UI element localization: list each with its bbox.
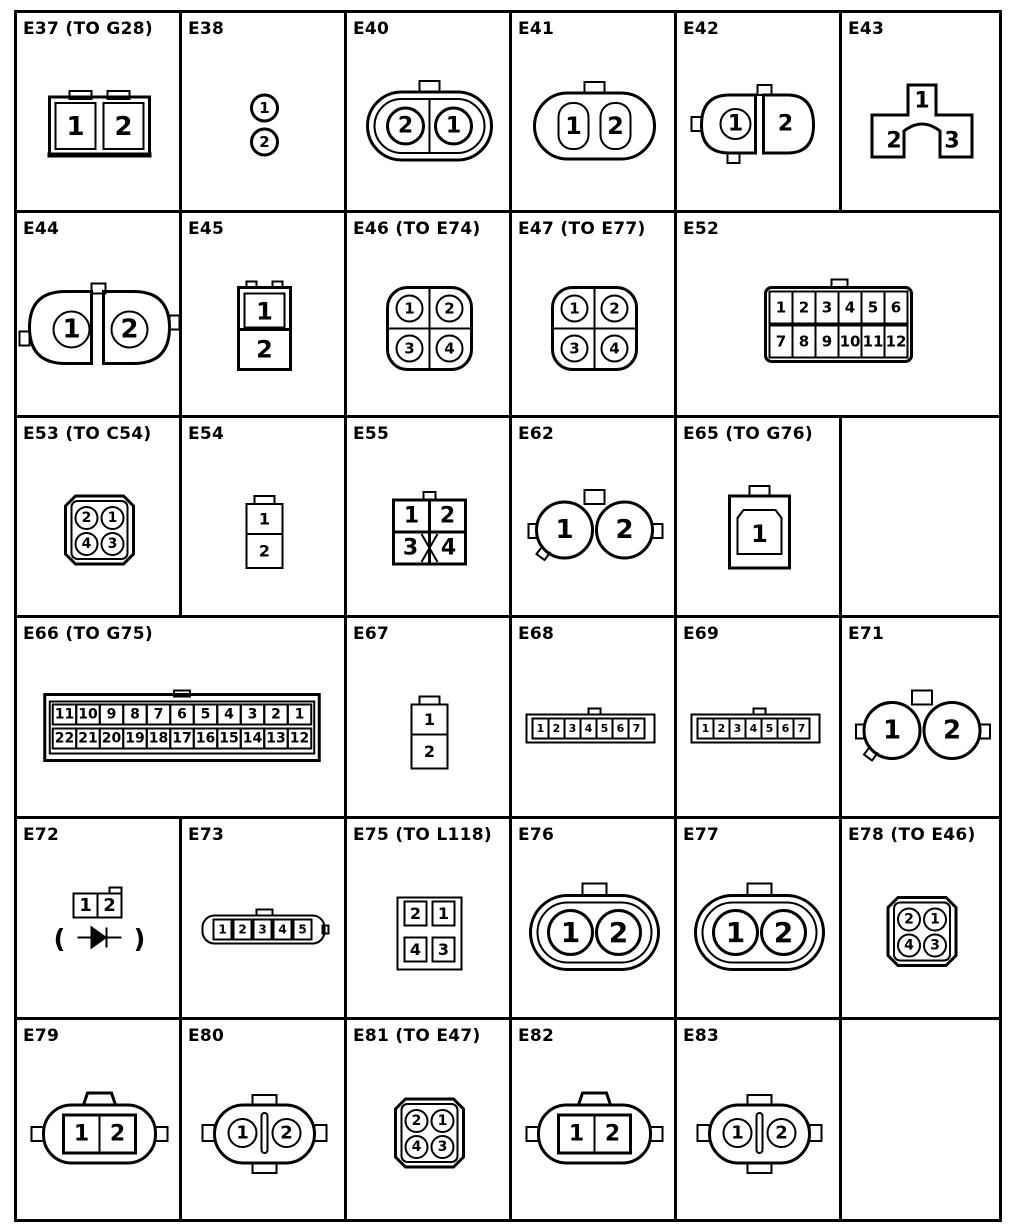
pin-number: 4 bbox=[749, 722, 758, 735]
pin-number: 4 bbox=[409, 940, 422, 959]
pin-number: 20 bbox=[101, 730, 122, 747]
pin-number: 1 bbox=[259, 99, 270, 117]
pin-number: 2 bbox=[103, 895, 116, 916]
empty-cell bbox=[842, 418, 1002, 618]
connector-cell-e80 bbox=[182, 1020, 347, 1222]
housing-outline bbox=[912, 691, 932, 705]
connector-label: E42 bbox=[683, 19, 720, 39]
pin-number: 2 bbox=[615, 515, 634, 545]
pin-number: 4 bbox=[904, 937, 914, 954]
pin-number: 1 bbox=[560, 916, 581, 949]
connector-diagram bbox=[677, 618, 842, 819]
connector-cell-e65 bbox=[677, 418, 842, 618]
connector-cell-e72 bbox=[17, 819, 182, 1020]
connector-cell-e75 bbox=[347, 819, 512, 1020]
connector-diagram bbox=[17, 213, 182, 418]
housing-outline bbox=[888, 898, 956, 966]
pin-number: 2 bbox=[604, 1121, 621, 1147]
housing-outline bbox=[692, 117, 702, 131]
pin-number: 2 bbox=[397, 113, 414, 139]
pin-number: 10 bbox=[839, 332, 861, 351]
connector-cell-e43 bbox=[842, 13, 1002, 213]
connector-label: E38 bbox=[188, 19, 225, 39]
pin-number: 2 bbox=[258, 541, 271, 561]
pin-number: 2 bbox=[608, 916, 629, 949]
connector-diagram bbox=[17, 1020, 182, 1222]
connector-label: E77 bbox=[683, 825, 720, 845]
connector-diagram bbox=[677, 819, 842, 1020]
housing-outline bbox=[30, 292, 92, 364]
pin-number: 2 bbox=[904, 911, 914, 928]
connector-cell-e53 bbox=[17, 418, 182, 618]
connector-label: E79 bbox=[23, 1026, 60, 1046]
pin-number: 1 bbox=[775, 298, 787, 317]
pin-number: 3 bbox=[247, 706, 258, 723]
pin-number: 3 bbox=[733, 722, 742, 735]
pin-number: 3 bbox=[944, 128, 960, 154]
pin-number: 3 bbox=[107, 536, 118, 552]
pin-number: 6 bbox=[890, 298, 902, 317]
housing-outline bbox=[651, 1127, 663, 1141]
housing-outline bbox=[653, 524, 663, 538]
connector-cell-e45 bbox=[182, 213, 347, 418]
connector-diagram bbox=[512, 1020, 677, 1222]
connector-label: E67 bbox=[353, 624, 390, 644]
pin-number: 2 bbox=[552, 722, 561, 735]
housing-outline bbox=[585, 82, 605, 93]
pin-number: 2 bbox=[775, 1122, 788, 1144]
connector-label: E72 bbox=[23, 825, 60, 845]
housing-outline bbox=[257, 910, 273, 916]
pin-number: 7 bbox=[153, 706, 164, 723]
connector-cell-e81 bbox=[347, 1020, 512, 1222]
pin-number: 9 bbox=[106, 706, 117, 723]
pin-number: 2 bbox=[886, 128, 902, 154]
connector-cell-e37 bbox=[17, 13, 182, 213]
housing-outline bbox=[698, 1125, 710, 1141]
pin-number: 8 bbox=[798, 332, 810, 351]
housing-outline bbox=[527, 1127, 539, 1141]
bracket-left: ( bbox=[53, 924, 66, 955]
connector-diagram bbox=[347, 418, 512, 618]
pin-number: 6 bbox=[781, 722, 790, 735]
pin-number: 2 bbox=[609, 299, 620, 318]
housing-outline bbox=[396, 1099, 464, 1167]
pin-number: 3 bbox=[569, 339, 580, 358]
connector-label: E52 bbox=[683, 219, 720, 239]
pin-number: 1 bbox=[258, 509, 271, 529]
housing-outline bbox=[66, 496, 134, 564]
connector-diagram bbox=[512, 13, 677, 213]
pin-number: 13 bbox=[266, 730, 286, 747]
housing-outline bbox=[585, 490, 605, 504]
connector-diagram bbox=[347, 819, 512, 1020]
connector-diagram bbox=[182, 13, 347, 213]
connector-diagram bbox=[17, 618, 347, 819]
pin-number: 10 bbox=[78, 706, 98, 723]
housing-outline bbox=[420, 81, 440, 92]
pin-number: 3 bbox=[258, 922, 267, 937]
pin-number: 22 bbox=[54, 730, 75, 747]
connector-label: E82 bbox=[518, 1026, 555, 1046]
pin-number: 4 bbox=[411, 1139, 422, 1155]
connector-diagram bbox=[677, 13, 842, 213]
housing-outline bbox=[156, 1127, 168, 1141]
pin-number: 1 bbox=[437, 904, 450, 923]
pin-number: 5 bbox=[765, 722, 774, 735]
pin-number: 2 bbox=[717, 722, 726, 735]
pin-number: 2 bbox=[280, 1122, 293, 1144]
pin-number: 4 bbox=[444, 339, 455, 358]
connector-diagram bbox=[347, 13, 512, 213]
housing-outline bbox=[262, 1113, 268, 1153]
housing-outline bbox=[84, 1093, 116, 1105]
housing-outline bbox=[579, 1093, 611, 1105]
connector-diagram bbox=[17, 819, 182, 1020]
pin-number: 1 bbox=[404, 299, 415, 318]
connector-label: E40 bbox=[353, 19, 390, 39]
pin-number: 3 bbox=[821, 298, 833, 317]
housing-outline bbox=[757, 1113, 763, 1153]
bracket-right: ) bbox=[133, 924, 146, 955]
housing-outline bbox=[538, 903, 652, 963]
connector-cell-e83 bbox=[677, 1020, 842, 1222]
pin-number: 5 bbox=[200, 706, 211, 723]
connector-diagram bbox=[842, 13, 1002, 213]
pin-number: 1 bbox=[751, 520, 768, 548]
pin-number: 2 bbox=[777, 111, 794, 137]
connector-cell-e54 bbox=[182, 418, 347, 618]
pin-number: 19 bbox=[125, 730, 145, 747]
pin-number: 18 bbox=[148, 730, 169, 747]
connector-label: E41 bbox=[518, 19, 555, 39]
connector-label: E69 bbox=[683, 624, 720, 644]
pin-number: 1 bbox=[256, 297, 273, 326]
housing-outline bbox=[315, 1125, 327, 1141]
housing-outline bbox=[589, 709, 601, 715]
pin-number: 2 bbox=[444, 299, 455, 318]
housing-outline bbox=[535, 93, 655, 159]
housing-outline bbox=[203, 1125, 215, 1141]
pin-number: 2 bbox=[423, 742, 436, 761]
pin-number: 2 bbox=[942, 715, 962, 746]
pin-number: 1 bbox=[62, 314, 81, 345]
connector-label: E45 bbox=[188, 219, 225, 239]
pin-number: 5 bbox=[298, 922, 307, 937]
connector-diagram bbox=[677, 213, 1002, 418]
connector-cell-e38 bbox=[182, 13, 347, 213]
housing-outline bbox=[110, 888, 122, 894]
connector-cell-e62 bbox=[512, 418, 677, 618]
pin-number: 2 bbox=[439, 503, 456, 529]
connector-cell-e55 bbox=[347, 418, 512, 618]
connector-label: E76 bbox=[518, 825, 555, 845]
pin-number: 1 bbox=[930, 911, 940, 928]
pin-number: 3 bbox=[437, 1139, 448, 1155]
housing-outline bbox=[398, 898, 462, 970]
pin-number: 1 bbox=[403, 503, 420, 529]
connector-diagram bbox=[347, 618, 512, 819]
connector-label: E71 bbox=[848, 624, 885, 644]
housing-outline bbox=[980, 725, 990, 739]
connector-diagram bbox=[512, 418, 677, 618]
connector-cell-e44 bbox=[17, 213, 182, 418]
pin-number: 17 bbox=[172, 730, 192, 747]
pin-number: 7 bbox=[775, 332, 787, 351]
pin-number: 2 bbox=[773, 916, 794, 949]
pin-number: 6 bbox=[616, 722, 625, 735]
pin-number: 16 bbox=[195, 730, 216, 747]
pin-number: 2 bbox=[607, 112, 624, 140]
connector-cell-e66 bbox=[17, 618, 347, 819]
pin-number: 1 bbox=[536, 722, 545, 735]
pin-number: 1 bbox=[882, 715, 902, 746]
connector-diagram bbox=[182, 418, 347, 618]
pin-number: 1 bbox=[565, 112, 582, 140]
pin-number: 4 bbox=[440, 535, 457, 561]
connector-diagram bbox=[347, 213, 512, 418]
pin-number: 2 bbox=[114, 112, 133, 142]
pin-number: 2 bbox=[256, 335, 273, 364]
housing-outline bbox=[420, 697, 440, 705]
pin-number: 1 bbox=[437, 1113, 448, 1129]
connector-cell-e67 bbox=[347, 618, 512, 819]
connector-cell-e46 bbox=[347, 213, 512, 418]
pin-number: 1 bbox=[555, 515, 574, 545]
connector-cell-e77 bbox=[677, 819, 842, 1020]
pin-number: 2 bbox=[259, 133, 270, 151]
connector-label: E78 (TO E46) bbox=[848, 825, 976, 845]
pin-number: 3 bbox=[402, 535, 419, 561]
pin-number: 1 bbox=[914, 88, 930, 114]
connector-label: E73 bbox=[188, 825, 225, 845]
pin-number: 11 bbox=[862, 332, 884, 351]
housing-outline bbox=[810, 1125, 822, 1141]
connector-cell-e47 bbox=[512, 213, 677, 418]
connector-diagram bbox=[182, 213, 347, 418]
connector-label: E53 (TO C54) bbox=[23, 424, 152, 444]
pin-number: 3 bbox=[437, 940, 450, 959]
pin-number: 1 bbox=[725, 916, 746, 949]
pin-number: 9 bbox=[821, 332, 833, 351]
pin-number: 2 bbox=[409, 904, 422, 923]
connector-label: E54 bbox=[188, 424, 225, 444]
pin-number: 3 bbox=[568, 722, 577, 735]
connector-label: E44 bbox=[23, 219, 60, 239]
connector-label: E37 (TO G28) bbox=[23, 19, 153, 39]
connector-label: E75 (TO L118) bbox=[353, 825, 492, 845]
connector-label: E66 (TO G75) bbox=[23, 624, 153, 644]
connector-cell-e68 bbox=[512, 618, 677, 819]
connector-label: E65 (TO G76) bbox=[683, 424, 813, 444]
pin-number: 15 bbox=[219, 730, 239, 747]
pin-number: 1 bbox=[66, 112, 85, 142]
connector-cell-e73 bbox=[182, 819, 347, 1020]
pin-number: 1 bbox=[731, 1122, 744, 1144]
pin-number: 1 bbox=[73, 1121, 90, 1147]
connector-label: E46 (TO E74) bbox=[353, 219, 481, 239]
diode-symbol bbox=[92, 928, 106, 948]
housing-outline bbox=[273, 282, 283, 288]
housing-outline bbox=[32, 1127, 44, 1141]
connector-diagram bbox=[347, 1020, 512, 1222]
connector-diagram bbox=[512, 819, 677, 1020]
housing-outline bbox=[20, 332, 30, 346]
pin-number: 1 bbox=[727, 111, 744, 137]
housing-outline bbox=[247, 282, 257, 288]
pin-number: 1 bbox=[569, 299, 580, 318]
pin-number: 1 bbox=[294, 706, 305, 723]
connector-cell-e79 bbox=[17, 1020, 182, 1222]
pin-number: 5 bbox=[867, 298, 879, 317]
pin-number: 1 bbox=[107, 510, 118, 526]
pin-number: 14 bbox=[242, 730, 263, 747]
pin-number: 5 bbox=[600, 722, 609, 735]
connector-label: E81 (TO E47) bbox=[353, 1026, 481, 1046]
pin-number: 21 bbox=[78, 730, 98, 747]
housing-outline bbox=[255, 496, 275, 504]
connector-diagram bbox=[842, 819, 1002, 1020]
pin-number: 11 bbox=[54, 706, 75, 723]
pin-number: 3 bbox=[404, 339, 415, 358]
pin-number: 7 bbox=[632, 722, 641, 735]
housing-outline bbox=[748, 884, 772, 896]
pin-number: 1 bbox=[445, 113, 462, 139]
connector-diagram bbox=[17, 418, 182, 618]
pin-number: 2 bbox=[109, 1121, 126, 1147]
connector-chart bbox=[14, 10, 1002, 1222]
connector-cell-e69 bbox=[677, 618, 842, 819]
pin-number: 8 bbox=[130, 706, 140, 723]
pin-number: 1 bbox=[218, 922, 227, 937]
pin-number: 1 bbox=[423, 710, 436, 729]
connector-cell-e52 bbox=[677, 213, 1002, 418]
pin-number: 3 bbox=[930, 937, 940, 954]
housing-outline bbox=[703, 903, 817, 963]
pin-number: 4 bbox=[609, 339, 620, 358]
connector-diagram bbox=[842, 618, 1002, 819]
connector-cell-e78 bbox=[842, 819, 1002, 1020]
connector-diagram bbox=[677, 1020, 842, 1222]
housing-outline bbox=[50, 97, 150, 155]
housing-outline bbox=[583, 884, 607, 896]
housing-outline bbox=[754, 709, 766, 715]
pin-number: 2 bbox=[120, 314, 139, 345]
pin-number: 2 bbox=[411, 1113, 422, 1129]
connector-label: E47 (TO E77) bbox=[518, 219, 646, 239]
connector-diagram bbox=[512, 213, 677, 418]
connector-diagram bbox=[677, 418, 842, 618]
pin-number: 7 bbox=[797, 722, 806, 735]
connector-cell-e42 bbox=[677, 13, 842, 213]
pin-number: 2 bbox=[798, 298, 810, 317]
connector-diagram bbox=[182, 819, 347, 1020]
connector-cell-e71 bbox=[842, 618, 1002, 819]
connector-diagram bbox=[182, 1020, 347, 1222]
connector-label: E62 bbox=[518, 424, 555, 444]
pin-number: 4 bbox=[584, 722, 593, 735]
connector-label: E80 bbox=[188, 1026, 225, 1046]
connector-cell-e76 bbox=[512, 819, 677, 1020]
connector-cell-e40 bbox=[347, 13, 512, 213]
pin-number: 4 bbox=[844, 298, 856, 317]
empty-cell bbox=[842, 1020, 1002, 1222]
pin-number: 2 bbox=[81, 510, 92, 526]
connector-label: E43 bbox=[848, 19, 885, 39]
pin-number: 2 bbox=[271, 706, 281, 723]
connector-label: E55 bbox=[353, 424, 390, 444]
pin-number: 12 bbox=[885, 332, 907, 351]
connector-cell-e82 bbox=[512, 1020, 677, 1222]
connector-label: E83 bbox=[683, 1026, 720, 1046]
pin-number: 4 bbox=[81, 536, 92, 552]
pin-number: 6 bbox=[177, 706, 187, 723]
pin-number: 4 bbox=[224, 706, 234, 723]
pin-number: 1 bbox=[701, 722, 710, 735]
pin-number: 1 bbox=[568, 1121, 585, 1147]
pin-number: 1 bbox=[236, 1122, 249, 1144]
connector-cell-e41 bbox=[512, 13, 677, 213]
pin-number: 2 bbox=[238, 922, 247, 937]
pin-number: 12 bbox=[289, 730, 310, 747]
pin-number: 4 bbox=[278, 922, 287, 937]
connector-label: E68 bbox=[518, 624, 555, 644]
pin-number: 1 bbox=[79, 895, 92, 916]
connector-diagram bbox=[512, 618, 677, 819]
connector-diagram bbox=[17, 13, 182, 213]
